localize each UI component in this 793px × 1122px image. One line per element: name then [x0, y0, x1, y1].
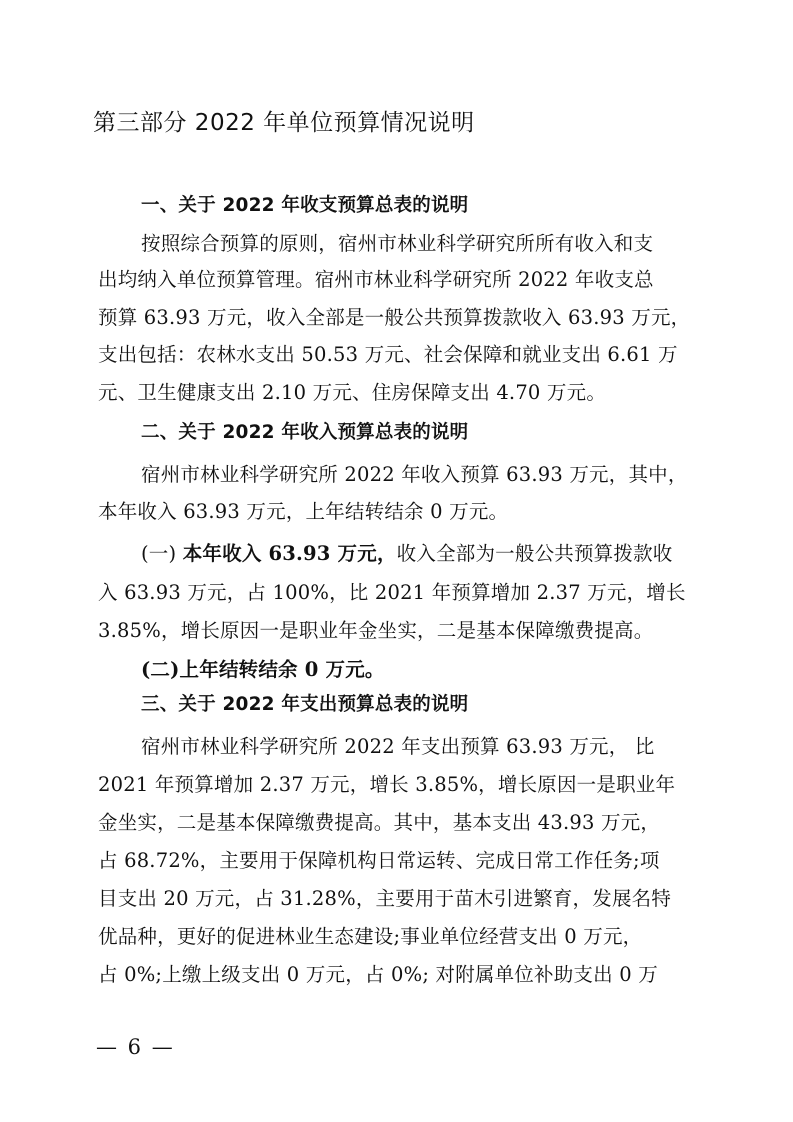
- section-heading-2: 二、关于 2022 年收入预算总表的说明: [141, 422, 469, 443]
- paragraph-line: 占 0%;上缴上级支出 0 万元，占 0%; 对附属单位补助支出 0 万: [98, 963, 658, 986]
- paragraph-line: 预算 63.93 万元，收入全部是一般公共预算拨款收入 63.93 万元，: [98, 306, 691, 329]
- paragraph-line: 宿州市林业科学研究所 2022 年收入预算 63.93 万元，其中，: [141, 463, 688, 486]
- paragraph-line: 按照综合预算的原则，宿州市林业科学研究所所有收入和支: [141, 232, 654, 255]
- paragraph-line: 宿州市林业科学研究所 2022 年支出预算 63.93 万元， 比: [141, 735, 655, 758]
- paragraph-line: 本年收入 63.93 万元，上年结转结余 0 万元。: [98, 500, 509, 523]
- paragraph-line: 优品种，更好的促进林业生态建设;事业单位经营支出 0 万元，: [98, 925, 643, 948]
- subsection-heading-inline: 本年收入 63.93 万元，: [182, 542, 397, 565]
- paragraph-line: 占 68.72%，主要用于保障机构日常运转、完成日常工作任务;项: [98, 849, 660, 872]
- paragraph-line: 金坐实，二是基本保障缴费提高。其中，基本支出 43.93 万元，: [98, 811, 661, 834]
- page-title: 第三部分 2022 年单位预算情况说明: [93, 110, 475, 136]
- paragraph-line: 入 63.93 万元，占 100%，比 2021 年预算增加 2.37 万元，增长: [98, 581, 686, 604]
- paragraph-line: 元、卫生健康支出 2.10 万元、住房保障支出 4.70 万元。: [98, 381, 607, 404]
- subsection-heading-2: (二)上年结转结余 0 万元。: [141, 658, 385, 681]
- paragraph-line: 出均纳入单位预算管理。宿州市林业科学研究所 2022 年收支总: [98, 268, 654, 291]
- page-number: — 6 —: [96, 1035, 175, 1059]
- paragraph-line: 2021 年预算增加 2.37 万元，增长 3.85%，增长原因一是职业年: [98, 773, 676, 796]
- paragraph-line: 支出包括：农林水支出 50.53 万元、社会保障和就业支出 6.61 万: [98, 343, 678, 366]
- paragraph-line-mixed: [141, 541, 689, 567]
- section-heading-3: 三、关于 2022 年支出预算总表的说明: [141, 694, 469, 715]
- paragraph-line: 目支出 20 万元，占 31.28%，主要用于苗木引进繁育，发展名特: [98, 887, 672, 910]
- section-heading-1: 一、关于 2022 年收支预算总表的说明: [141, 195, 469, 216]
- paragraph-line: 3.85%，增长原因一是职业年金坐实，二是基本保障缴费提高。: [98, 619, 654, 642]
- paragraph-text: 收入全部为一般公共预算拨款收: [396, 542, 673, 565]
- subsection-marker: (一): [141, 542, 183, 565]
